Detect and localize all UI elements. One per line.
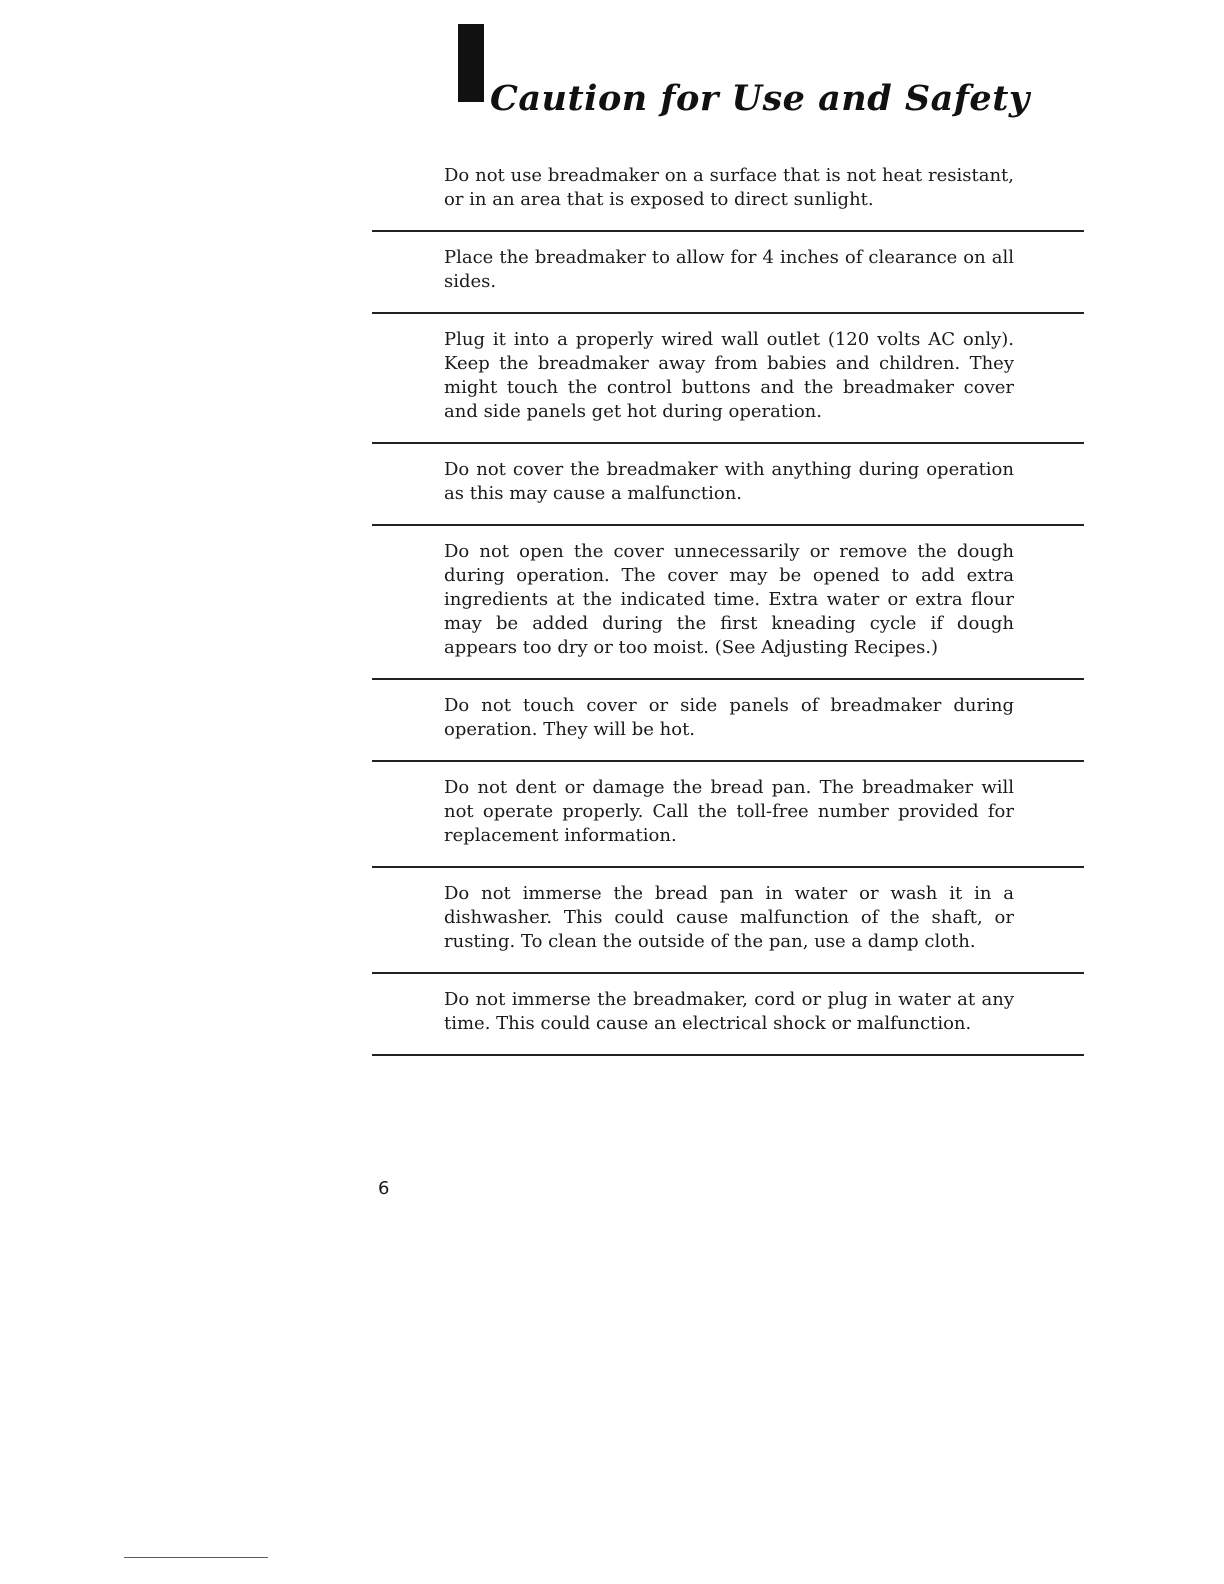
caution-text: Do not open the cover unnecessarily or remove the dough during operation. The cover may be opened to add extra ingredients at the indicated time. Extra water or extra flour may be added during the first kneading cycle if dough appears too dry or too moist. (See Adjusting Recipes.) [444, 541, 1014, 658]
caution-text: Do not immerse the breadmaker, cord or plug in water at any time. This could cause an electrical shock or malfunction. [444, 989, 1014, 1034]
page-title: Caution for Use and Safety [490, 78, 1030, 119]
caution-item [372, 526, 1084, 680]
caution-item [372, 974, 1084, 1056]
caution-text: Plug it into a properly wired wall outlet (120 volts AC only). Keep the breadmaker away from babies and children. They might touch the control buttons and the breadmaker cover and side panels get hot during operation. [444, 329, 1014, 422]
caution-item [372, 150, 1084, 232]
caution-item [372, 232, 1084, 314]
caution-item [372, 444, 1084, 526]
caution-item [372, 314, 1084, 444]
caution-item [372, 762, 1084, 868]
caution-list [372, 150, 1084, 1056]
caution-text: Do not dent or damage the bread pan. The breadmaker will not operate properly. Call the toll-free number provided for replacement information. [444, 777, 1014, 846]
caution-text: Do not use breadmaker on a surface that is not heat resistant, or in an area that is exposed to direct sunlight. [444, 165, 1014, 210]
title-accent-bar [458, 24, 484, 102]
caution-text: Do not immerse the bread pan in water or wash it in a dishwasher. This could cause malfunction of the shaft, or rusting. To clean the outside of the pan, use a damp cloth. [444, 883, 1014, 952]
caution-item [372, 868, 1084, 974]
caution-text: Do not cover the breadmaker with anything during operation as this may cause a malfunction. [444, 459, 1014, 504]
caution-item [372, 680, 1084, 762]
caution-text: Place the breadmaker to allow for 4 inches of clearance on all sides. [444, 247, 1014, 292]
page-number: 6 [378, 1178, 390, 1199]
caution-text: Do not touch cover or side panels of breadmaker during operation. They will be hot. [444, 695, 1014, 740]
footnote-rule [124, 1557, 268, 1558]
